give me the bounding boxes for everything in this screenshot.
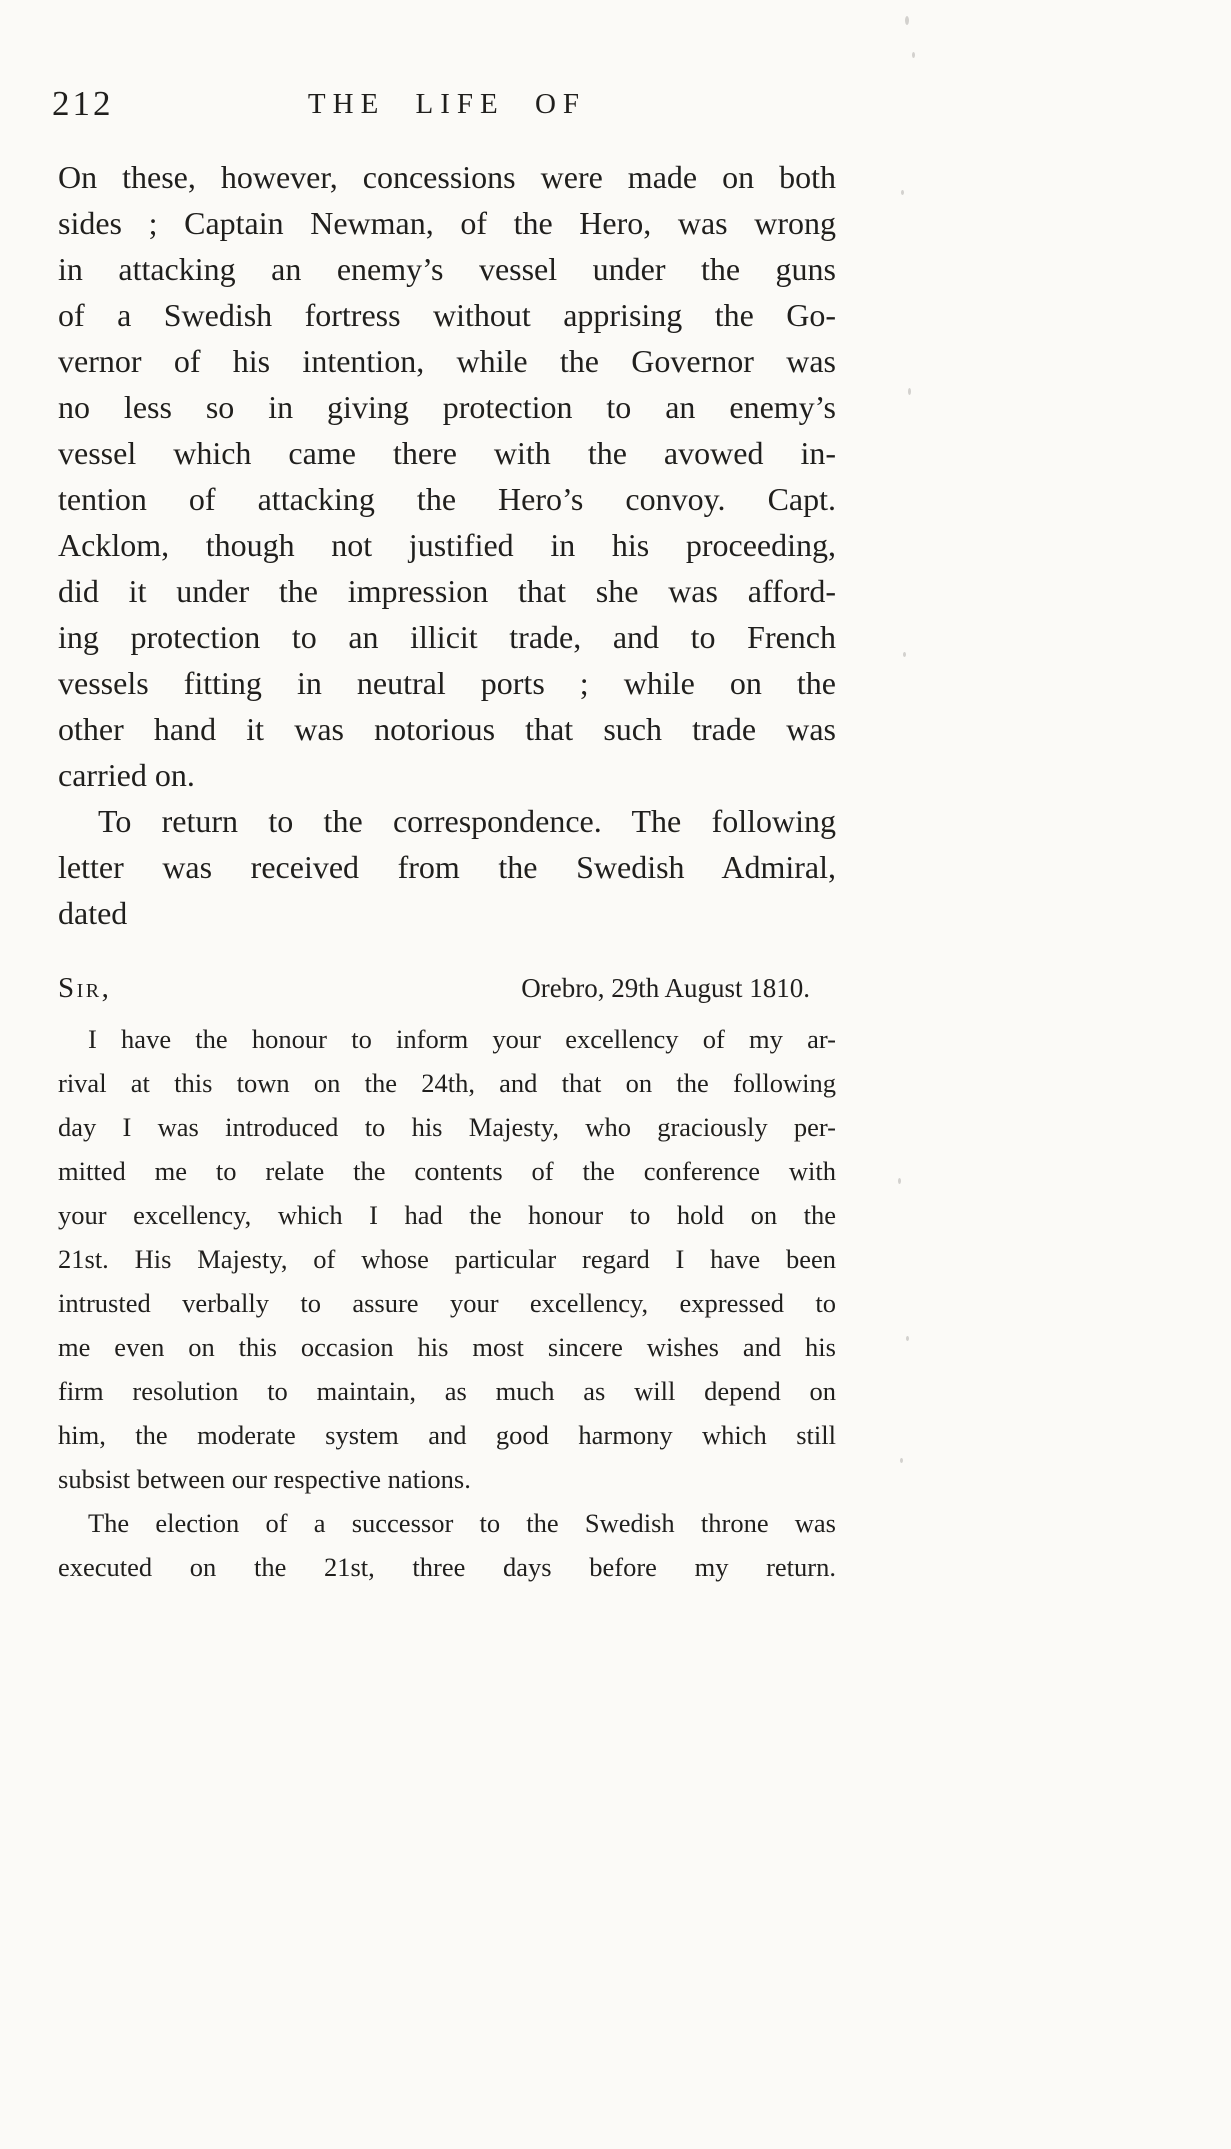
text-line: me even on this occasion his most sincere wishes and his	[58, 1332, 836, 1362]
text-line: mitted me to relate the contents of the conference with	[58, 1156, 836, 1186]
text-line: intrusted verbally to assure your excellency, expressed to	[58, 1288, 836, 1318]
scan-speck	[908, 388, 911, 395]
text-line: executed on the 21st, three days before my return.	[58, 1552, 836, 1582]
scan-speck	[900, 1458, 903, 1463]
text-line: sides ; Captain Newman, of the Hero, was wrong	[58, 205, 836, 241]
page-header	[52, 84, 836, 130]
text-line: vessels fitting in neutral ports ; while on the	[58, 665, 836, 701]
text-line: tention of attacking the Hero’s convoy. Capt.	[58, 481, 836, 517]
page-number: 212	[52, 84, 114, 123]
letter-heading	[58, 972, 836, 1005]
body-paragraph-1	[58, 154, 836, 798]
letter-paragraph-2	[58, 1501, 836, 1589]
text-line: rival at this town on the 24th, and that on the following	[58, 1068, 836, 1098]
scan-speck	[898, 1178, 901, 1184]
text-line: 21st. His Majesty, of whose particular regard I have been	[58, 1244, 836, 1274]
scan-speck	[903, 652, 906, 657]
text-line: did it under the impression that she was afford-	[58, 573, 836, 609]
text-line: your excellency, which I had the honour to hold on the	[58, 1200, 836, 1230]
text-line: no less so in giving protection to an enemy’s	[58, 389, 836, 425]
text-line: To return to the correspondence. The following	[98, 803, 836, 839]
text-line: vessel which came there with the avowed in-	[58, 435, 836, 471]
text-line: of a Swedish fortress without apprising the Go-	[58, 297, 836, 333]
text-line: dated	[58, 895, 128, 931]
text-line: On these, however, concessions were made on both	[58, 159, 836, 195]
text-line: ing protection to an illicit trade, and to French	[58, 619, 836, 655]
text-line: subsist between our respective nations.	[58, 1464, 471, 1494]
text-line: I have the honour to inform your excellency of my ar-	[88, 1024, 836, 1054]
text-line: Acklom, though not justified in his proceeding,	[58, 527, 836, 563]
letter-section	[58, 972, 836, 1589]
text-line: other hand it was notorious that such trade was	[58, 711, 836, 747]
scan-speck	[905, 16, 909, 25]
text-line: vernor of his intention, while the Governor was	[58, 343, 836, 379]
text-line: him, the moderate system and good harmony which still	[58, 1420, 836, 1450]
text-line: day I was introduced to his Majesty, who graciously per-	[58, 1112, 836, 1142]
book-page	[52, 84, 836, 1589]
text-line: letter was received from the Swedish Admiral,	[58, 849, 836, 885]
text-line: firm resolution to maintain, as much as will depend on	[58, 1376, 836, 1406]
letter-salutation: Sir,	[58, 972, 112, 1004]
scan-speck	[912, 52, 915, 58]
letter-paragraph-1	[58, 1017, 836, 1501]
text-line: The election of a successor to the Swedish throne was	[88, 1508, 836, 1538]
running-header: THE LIFE OF	[307, 88, 587, 120]
body-paragraph-2	[58, 798, 836, 936]
text-line: carried on.	[58, 757, 195, 793]
scan-speck	[906, 1336, 909, 1341]
scan-speck	[901, 190, 904, 195]
letter-dateline: Orebro, 29th August 1810.	[521, 973, 810, 1003]
text-line: in attacking an enemy’s vessel under the guns	[58, 251, 836, 287]
